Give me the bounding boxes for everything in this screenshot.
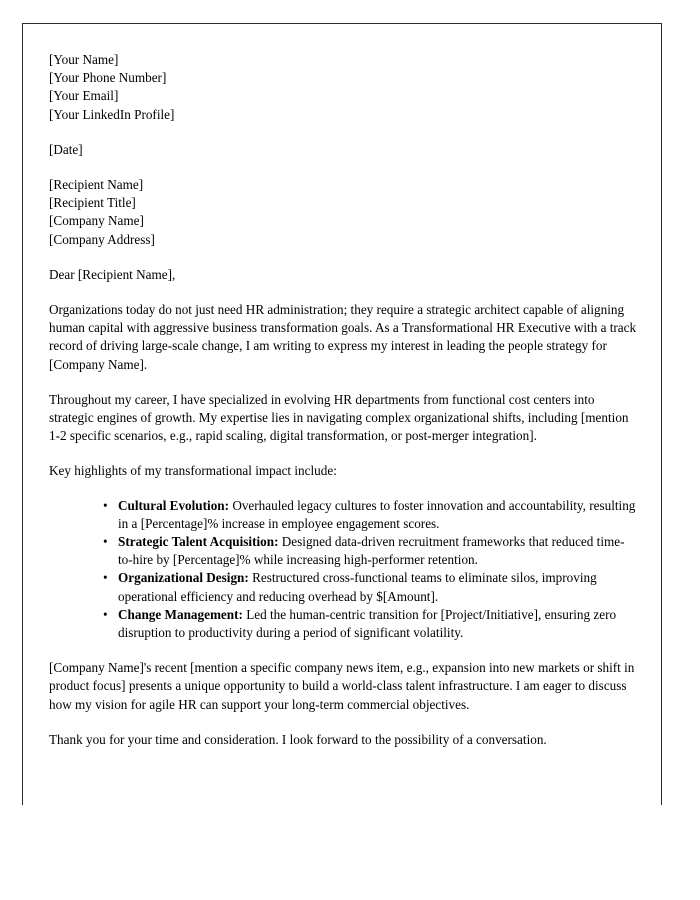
highlight-text: Led the human-centric transition for [Project/Initiative], ensuring zero disruption to productivity during a period of significant volatility. — [118, 606, 617, 641]
highlight-text: Designed data-driven recruitment frameworks that reduced time-to-hire by [Percentage]% while increasing high-performer retention. — [118, 534, 625, 568]
spacer — [49, 374, 637, 391]
spacer — [49, 445, 637, 462]
paragraph-4: Thank you for your time and consideration. I look forward to the possibility of a conversation. — [49, 731, 547, 747]
spacer — [49, 124, 637, 141]
sender-block — [49, 51, 637, 124]
spacer — [49, 284, 637, 301]
bullet-point-icon: • — [103, 497, 108, 513]
list-item — [49, 533, 637, 569]
highlight-text: Restructured cross-functional teams to eliminate silos, improving operational efficiency and reducing overhead by $[Amount]. — [118, 570, 597, 604]
sender-linkedin: [Your LinkedIn Profile] — [49, 106, 175, 122]
highlight-text: Overhauled legacy cultures to foster innovation and accountability, resulting in a [Percentage]% increase in employee engagement scores. — [118, 497, 636, 531]
letter-body — [23, 24, 661, 749]
paragraph-3: [Company Name]'s recent [mention a specific company news item, e.g., expansion into new markets or shift in product focus] presents a unique opportunity to build a world-class talent infrastructure. I am eager to discuss how my vision for agile HR can support your long-term commercial objectives. — [49, 660, 635, 712]
spacer — [49, 159, 637, 176]
bullet-point-icon: • — [103, 606, 108, 622]
paragraph-2: Throughout my career, I have specialized in evolving HR departments from functional cost centers into strategic engines of growth. My expertise lies in navigating complex organizational shifts, including [mention 1-2 specific scenarios, e.g., rapid scaling, digital transformation, or post-merger integration]. — [49, 391, 629, 444]
recipient-title: [Recipient Title] — [49, 195, 136, 211]
list-item — [49, 569, 637, 605]
bullet-point-icon: • — [103, 570, 108, 586]
salutation: Dear [Recipient Name], — [49, 266, 176, 282]
paragraph-1: Organizations today do not just need HR administration; they require a strategic architect capable of aligning human capital with aggressive business transformation goals. As a Transformational HR Executive with a track record of driving large-scale change, I am writing to express my interest in leading the people strategy for [Company Name]. — [49, 302, 637, 372]
spacer — [49, 642, 637, 659]
sender-name: [Your Name] — [49, 52, 119, 67]
sender-phone: [Your Phone Number] — [49, 70, 167, 86]
highlight-label: Cultural Evolution: — [118, 497, 230, 513]
recipient-address: [Company Address] — [49, 231, 155, 247]
bullet-point-icon: • — [103, 534, 108, 550]
highlight-label: Strategic Talent Acquisition: — [118, 534, 279, 550]
recipient-company: [Company Name] — [49, 213, 144, 229]
highlights-list — [49, 497, 637, 643]
spacer — [49, 481, 637, 497]
highlight-label: Organizational Design: — [118, 570, 249, 586]
list-item — [49, 497, 637, 533]
list-item — [49, 606, 637, 642]
sender-email: [Your Email] — [49, 88, 119, 104]
spacer — [49, 714, 637, 731]
date-block — [49, 141, 637, 159]
date-line: [Date] — [49, 141, 83, 157]
recipient-block — [49, 176, 637, 249]
recipient-name: [Recipient Name] — [49, 177, 144, 193]
highlight-label: Change Management: — [118, 606, 243, 622]
highlights-intro: Key highlights of my transformational impact include: — [49, 463, 337, 479]
document-page — [22, 23, 662, 805]
spacer — [49, 249, 637, 266]
